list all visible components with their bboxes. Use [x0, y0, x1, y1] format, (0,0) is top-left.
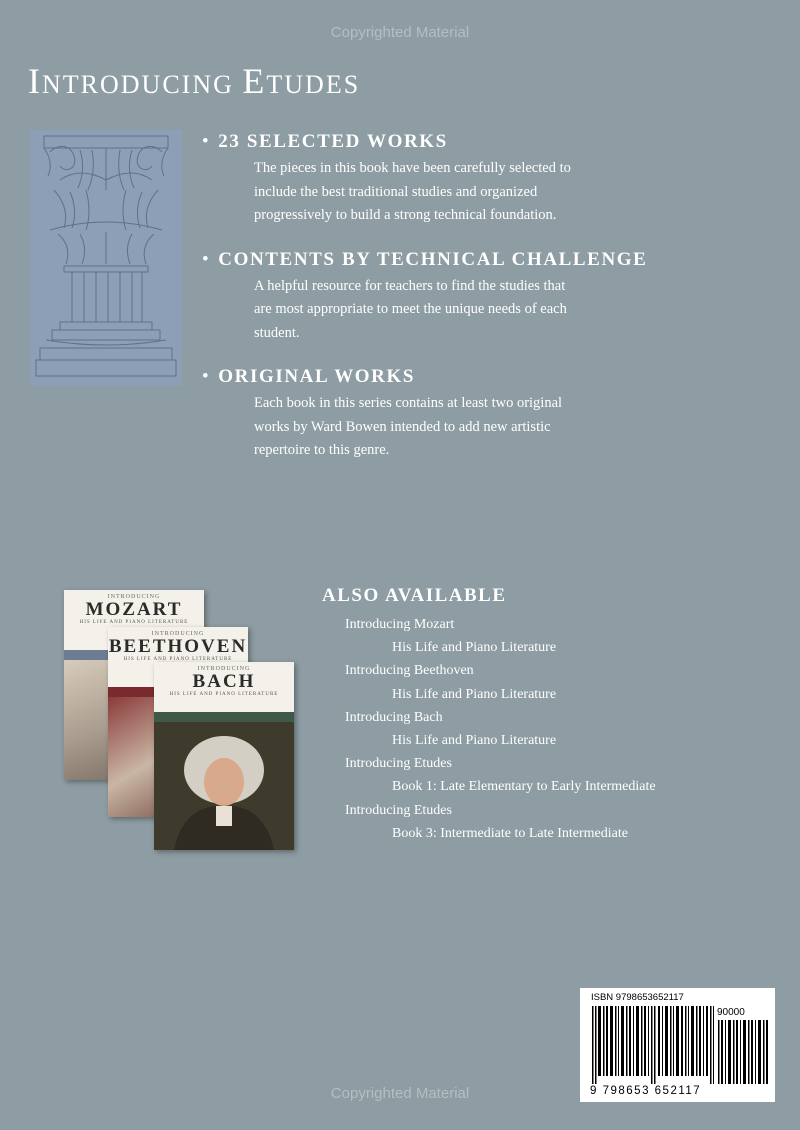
- feature-item: [202, 130, 662, 228]
- cover-kicker: INTRODUCING: [151, 631, 205, 637]
- feature-heading: [202, 130, 662, 154]
- feature-item: [202, 248, 662, 346]
- copyright-watermark-bottom: Copyrighted Material: [330, 1085, 470, 1102]
- cover-name: BACH: [192, 671, 256, 692]
- title-word-2: TUDES: [266, 70, 361, 99]
- cover-kicker: INTRODUCING: [197, 666, 251, 672]
- cover-portrait: [154, 722, 294, 850]
- barcode-main-bars: [592, 1006, 714, 1084]
- cover-name: BEETHOVEN: [108, 636, 248, 657]
- book-cover-bach: [154, 662, 294, 850]
- also-available-subtitle: Book 3: Intermediate to Late Intermediate: [392, 825, 628, 841]
- also-available-subtitle: His Life and Piano Literature: [392, 733, 557, 749]
- also-available-title: Introducing Etudes: [345, 756, 452, 772]
- price-code: 90000: [717, 1007, 745, 1018]
- book-covers-group: [60, 590, 310, 860]
- cover-subtitle: HIS LIFE AND PIANO LITERATURE: [169, 692, 279, 697]
- feature-heading: [202, 248, 662, 272]
- feature-heading: [202, 365, 662, 389]
- feature-description: The pieces in this book have been carefully selected to include the best traditional studies and organized progressively to build a strong technical foundation.: [254, 160, 571, 223]
- cover-subtitle: HIS LIFE AND PIANO LITERATURE: [79, 620, 189, 625]
- bullet-icon: •: [202, 366, 211, 387]
- also-available-subtitle: Book 1: Late Elementary to Early Intermediate: [392, 779, 656, 795]
- feature-description: Each book in this series contains at least two original works by Ward Bowen intended to add new artistic repertoire to this genre.: [254, 395, 563, 458]
- feature-heading-text: 23 SELECTED WORKS: [218, 131, 448, 152]
- cover-kicker: INTRODUCING: [107, 594, 161, 600]
- feature-list: [202, 130, 662, 483]
- cover-header: [154, 662, 294, 712]
- also-available-title: Introducing Mozart: [345, 617, 455, 632]
- cover-subtitle: HIS LIFE AND PIANO LITERATURE: [123, 657, 233, 662]
- also-available-heading: ALSO AVAILABLE: [322, 585, 507, 606]
- cover-band: [154, 712, 294, 722]
- cover-name: MOZART: [85, 599, 183, 620]
- feature-heading-text: CONTENTS BY TECHNICAL CHALLENGE: [218, 248, 648, 270]
- corinthian-column-illustration: [30, 130, 182, 386]
- also-available-title: Introducing Bach: [345, 709, 443, 725]
- title-initial-2: E: [242, 61, 267, 101]
- barcode-addon-bars: [718, 1020, 770, 1084]
- copyright-watermark-top: Copyrighted Material: [330, 24, 470, 41]
- feature-heading-text: ORIGINAL WORKS: [218, 366, 416, 387]
- isbn-label: ISBN 9798653652117: [591, 992, 684, 1003]
- also-available-subtitle: His Life and Piano Literature: [392, 640, 557, 656]
- bullet-icon: •: [202, 131, 211, 152]
- also-available-title: Introducing Etudes: [345, 802, 452, 818]
- bullet-icon: •: [202, 248, 211, 270]
- also-available-subtitle: His Life and Piano Literature: [392, 686, 557, 702]
- also-available-title: Introducing Beethoven: [345, 663, 474, 679]
- feature-description: A helpful resource for teachers to find the studies that are most appropriate to meet the unique needs of each student.: [254, 277, 567, 341]
- title-initial: I: [28, 61, 42, 101]
- barcode-digits: 9 798653 652117: [590, 1085, 702, 1097]
- feature-item: [202, 365, 662, 463]
- page-title: [28, 60, 360, 102]
- title-word-1: NTRODUCING: [42, 70, 243, 99]
- also-available-section: [322, 585, 742, 845]
